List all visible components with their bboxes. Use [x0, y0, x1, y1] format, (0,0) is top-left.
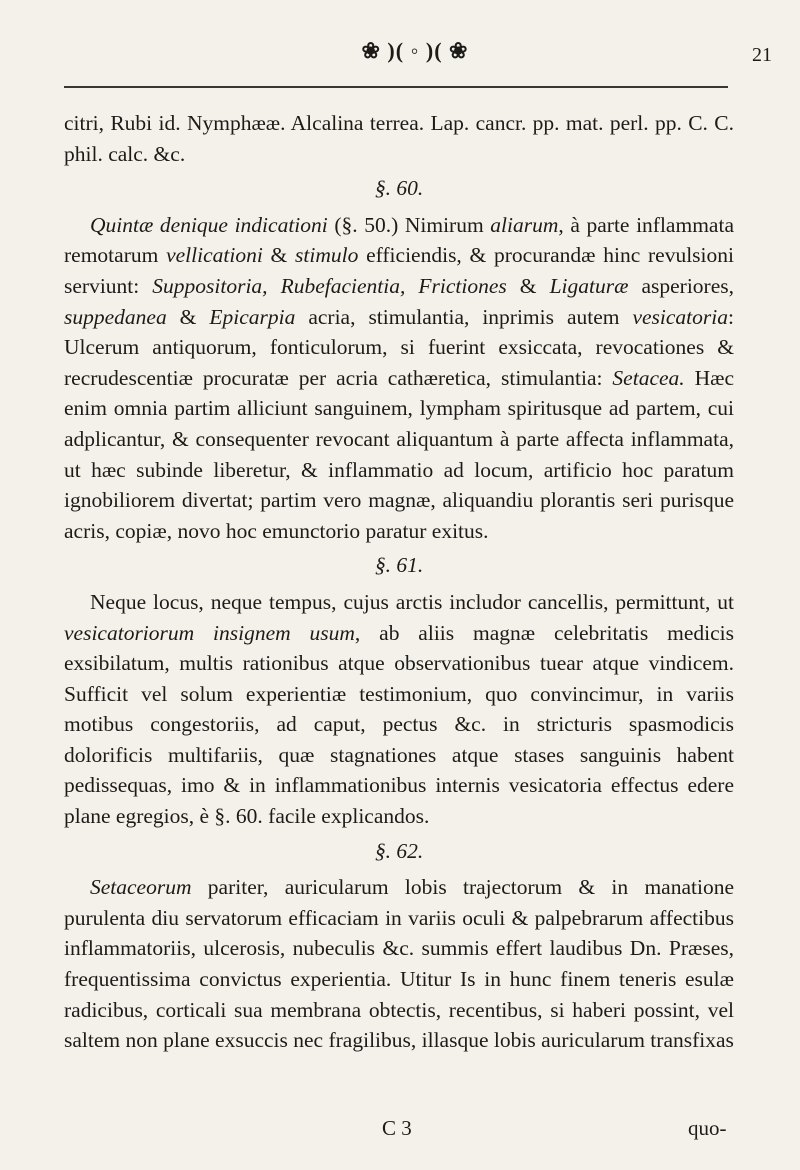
header-rule [64, 86, 728, 88]
page-header [0, 38, 800, 78]
section-heading-61: §. 61. [374, 553, 424, 578]
paragraph-0: citri, Rubi id. Nymphææ. Alcalina terrea. Lap. cancr. pp. mat. perl. pp. C. C. phil. calc. &c. [64, 111, 734, 166]
catchword: quo- [688, 1116, 727, 1140]
body-text [64, 108, 734, 1056]
paragraph-1: Quintæ denique indicationi (§. 50.) Nimirum aliarum, à parte inflammata remotarum vellicationi & stimulo efficiendis, & procurandæ hinc revulsioni serviunt: Suppositoria, Rubefacientia, Frictiones & Ligaturæ asperiores, suppedanea & Epicarpia acria, stimulantia, inprimis autem vesicatoria: Ulcerum antiquorum, fonticulorum, si fuerint exsiccata, revocationes & recrudescentiæ procuratæ per acria cathæretica, stimulantia: Setacea. Hæc enim omnia partim alliciunt sanguinem, lympham spiritusque ad partem, cui adplicantur, & consequenter revocant aliquantum à parte affecta inflammata, ut hæc subinde liberetur, & inflammatio ad locum, artificio hoc paratum ignobiliorem divertat; partim vero magnæ, aliquandiu plorantis seri purisque acris, copiæ, novo hoc emunctorio paratur exitus. [64, 212, 734, 543]
italic-text: Quintæ denique indicationi [90, 212, 328, 237]
page-footer [0, 1116, 800, 1146]
paragraph-2: Neque locus, neque tempus, cujus arctis includor cancellis, permittunt, ut vesicatoriorum insignem usum, ab aliis magnæ celebritatis medicis exsibilatum, multis rationibus atque observationibus tuear atque vindicem. Sufficit vel solum experientiæ testimonium, quo convincimur, in variis motibus congestoriis, ad caput, pectus &c. in stricturis spasmodicis dolorificis multifariis, quæ stagnationes atque stases sanguinis habent pedissequas, imo & in inflammationibus internis vesicatoria effectus edere plane egregios, è §. 60. facile explicandos. [64, 589, 734, 829]
section-heading-60: §. 60. [374, 176, 424, 201]
header-ornament: ❀ )( ◦ )( ❀ [361, 38, 469, 63]
signature-mark: C 3 [382, 1116, 412, 1140]
page-number: 21 [752, 44, 772, 66]
paragraph-3: Setaceorum pariter, auricularum lobis trajectorum & in manatione purulenta diu servatorum efficaciam in variis oculi & palpebrarum affectibus inflammatoriis, ulcerosis, nubeculis &c. summis effert laudibus Dn. Præses, frequentissima convictus experientia. Utitur Is in hunc finem teneris esulæ radicibus, corticali sua membrana obtectis, recentibus, si haberi possint, vel saltem non plane exsuccis nec fragilibus, illasque lobis auricularum transfixas [64, 875, 734, 1053]
section-heading-62: §. 62. [374, 838, 424, 863]
